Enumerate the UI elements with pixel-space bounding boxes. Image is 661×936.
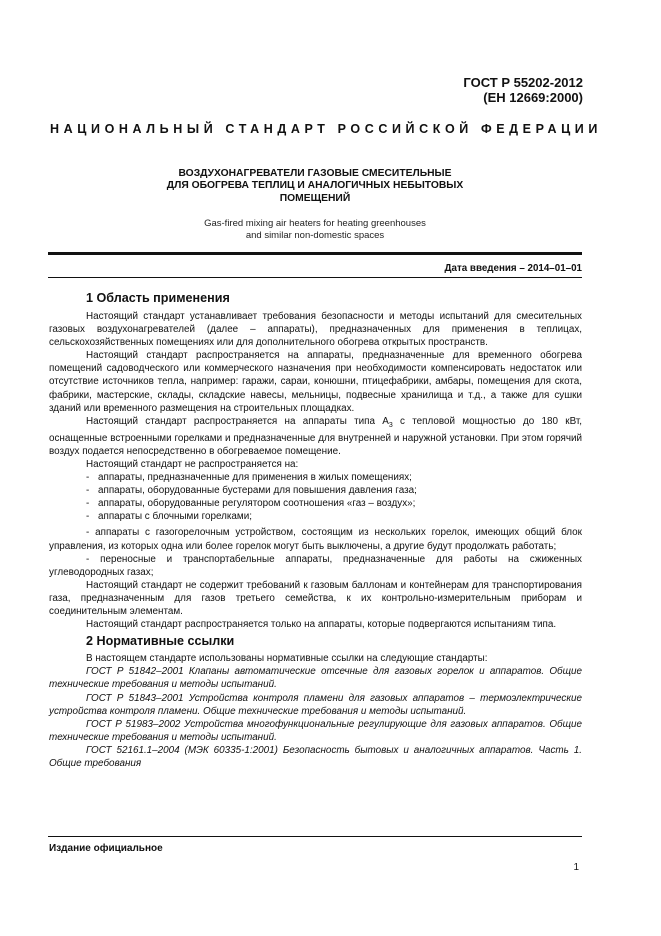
document-title-ru: [50, 168, 580, 205]
list-item: [49, 484, 582, 497]
reference-item: ГОСТ Р 51842–2001 Клапаны автоматические отсечные для газовых горелок и аппаратов. Общие технические требования и методы испытаний.: [49, 666, 582, 691]
document-title-en: [50, 218, 580, 241]
dash-marker: -: [86, 485, 90, 497]
title-en-line: Gas-fired mixing air heaters for heating greenhouses: [204, 218, 426, 229]
standard-equivalent: (ЕН 12669:2000): [483, 90, 583, 105]
standard-designation: [463, 75, 583, 105]
title-en-line: and similar non-domestic spaces: [245, 229, 385, 241]
dash-marker: -: [86, 472, 90, 484]
text-run: с тепловой мощностью до 180 кВт, оснащенные встроенными горелками и предназначенные для внутренней и наружной установки. При этом горячий воздух подается непосредственно в обогреваемое помещение.: [49, 415, 582, 457]
header-divider-thin: [48, 277, 582, 278]
text-run: Настоящий стандарт распространяется на аппараты типа А: [86, 415, 389, 427]
dash-marker: -: [86, 498, 90, 510]
paragraph: Настоящий стандарт устанавливает требования безопасности и методы испытаний для смесительных газовых воздухонагревателей (далее – аппараты), предназначенных для применения в теплицах, сельскохозяйственных помещениях или для дополнительного обогрева открытых пространств.: [49, 311, 582, 349]
page-number: 1: [573, 862, 579, 873]
paragraph: Настоящий стандарт не распространяется на:: [86, 459, 299, 470]
list-item: - аппараты с газогорелочным устройством, состоящим из нескольких горелок, имеющих общий блок управления, из которых одна или более горелок могут быть выключены, а другие будут продолжать работать;: [49, 527, 582, 552]
list-item-text: аппараты, предназначенные для применения в жилых помещениях;: [98, 472, 412, 484]
document-body: [49, 290, 582, 770]
national-standard-banner: НАЦИОНАЛЬНЫЙ СТАНДАРТ РОССИЙСКОЙ ФЕДЕРАЦИИ: [50, 122, 602, 136]
paragraph: Настоящий стандарт распространяется только на аппараты, которые подвергаются испытаниям типа.: [86, 619, 557, 631]
list-item-text: аппараты с блочными горелками;: [98, 511, 252, 523]
title-ru-line: ПОМЕЩЕНИЙ: [279, 192, 351, 204]
subscript: 3: [388, 421, 393, 429]
list-item: [49, 510, 582, 523]
list-item-text: аппараты, оборудованные бустерами для повышения давления газа;: [98, 485, 417, 497]
standard-number: ГОСТ Р 55202-2012: [463, 75, 583, 90]
header-divider-thick: [48, 252, 582, 255]
footer-divider: [48, 836, 582, 837]
title-ru-line: ВОЗДУХОНАГРЕВАТЕЛИ ГАЗОВЫЕ СМЕСИТЕЛЬНЫЕ: [178, 168, 452, 179]
section-heading-scope: 1 Область применения: [86, 291, 230, 305]
introduction-date: Дата введения – 2014–01–01: [444, 263, 582, 274]
paragraph: В настоящем стандарте использованы нормативные ссылки на следующие стандарты:: [86, 653, 488, 665]
reference-item: ГОСТ Р 51843–2001 Устройства контроля пламени для газовых аппаратов – термоэлектрические устройства контроля пламени. Общие технические требования и методы испытаний.: [49, 692, 582, 717]
reference-item: ГОСТ Р 51983–2002 Устройства многофункциональные регулирующие для газовых аппаратов. Общие технические требования и методы испытаний.: [49, 718, 582, 743]
list-item-text: аппараты, оборудованные регулятором соотношения «газ – воздух»;: [98, 498, 416, 510]
reference-item: ГОСТ 52161.1–2004 (МЭК 60335-1:2001) Безопасность бытовых и аналогичных аппаратов. Часть 1. Общие требования: [49, 744, 582, 769]
edition-label: Издание официальное: [49, 843, 163, 854]
title-ru-line: ДЛЯ ОБОГРЕВА ТЕПЛИЦ И АНАЛОГИЧНЫХ НЕБЫТОВЫХ: [166, 180, 464, 192]
list-item: [49, 497, 582, 510]
list-item: [49, 471, 582, 484]
paragraph-appliance-type: [49, 415, 582, 458]
paragraph: Настоящий стандарт не содержит требований к газовым баллонам и контейнерам для транспортирования газа, предназначенным для газов третьего семейства, к их контрольно-измерительным приборам и соединительным элементам.: [49, 579, 582, 618]
dash-marker: -: [86, 511, 90, 523]
list-item: - переносные и транспортабельные аппараты, предназначенные для работы на сжиженных углеводородных газах;: [49, 553, 582, 578]
section-heading-normative-refs: 2 Нормативные ссылки: [86, 634, 235, 649]
paragraph: Настоящий стандарт распространяется на аппараты, предназначенные для временного обогрева помещений садоводческого или коммерческого назначения при необходимости компенсировать недостаток или отсутствие источников тепла, например: гаражи, сараи, конюшни, птицефабрики, амбары, помещения для скота, фабрики, мастерские, склады, складские навесы, мельницы, подвесные хранилища и т.д., а также для сушки зданий или временного размещения на строительных площадках.: [49, 350, 582, 414]
